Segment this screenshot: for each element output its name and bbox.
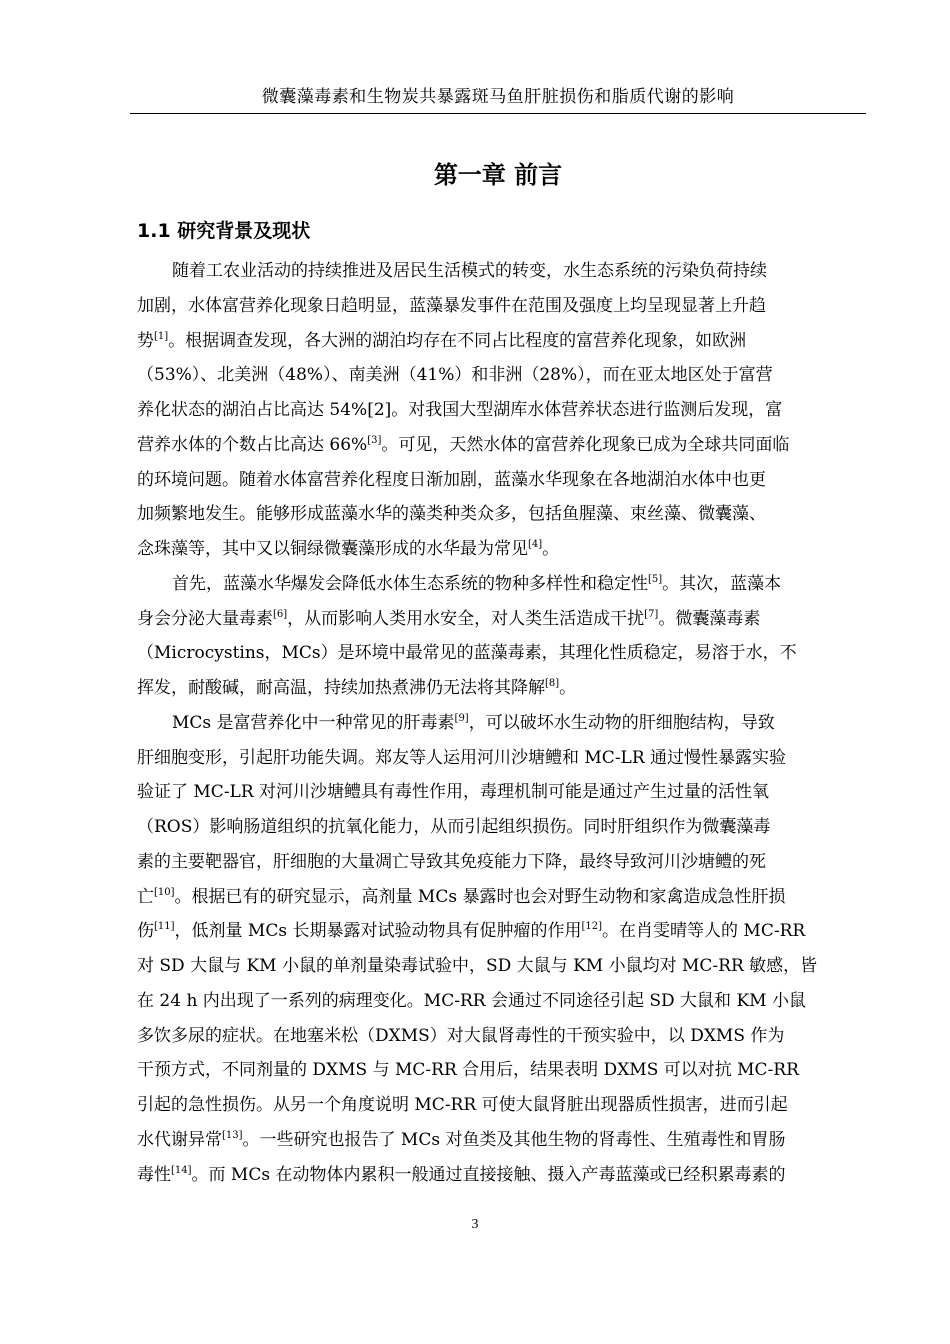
text-run: 亡 (137, 886, 154, 907)
text-run: ，从而影响人类用水安全，对人类生活造成干扰 (287, 608, 645, 629)
text-line (137, 358, 861, 393)
text-line (137, 706, 861, 741)
text-line (137, 984, 861, 1019)
text-run: （Microcystins，MCs）是环境中最常见的蓝藻毒素，其理化性质稳定，易溶于水，不 (137, 643, 797, 664)
text-line (137, 671, 861, 706)
text-run: 干预方式，不同剂量的 DXMS 与 MC-RR 合用后，结果表明 DXMS 可以对抗 MC-RR (137, 1060, 799, 1081)
text-line (137, 636, 861, 671)
text-run: 。其次，蓝藻本 (662, 573, 782, 594)
text-line (137, 393, 861, 428)
text-run: MCs 是富营养化中一种常见的肝毒素 (172, 712, 455, 733)
text-run: 首先，蓝藻水华爆发会降低水体生态系统的物种多样性和稳定性 (172, 573, 648, 594)
text-run: 在 24 h 内出现了一系列的病理变化。MC-RR 会通过不同途径引起 SD 大鼠和 KM 小鼠 (137, 990, 806, 1011)
citation-marker: [12] (581, 921, 603, 933)
text-run: 毒性 (137, 1164, 171, 1185)
text-run: 多饮多尿的症状。在地塞米松（DXMS）对大鼠肾毒性的干预实验中，以 DXMS 作为 (137, 1025, 785, 1046)
text-run: 素的主要靶器官，肝细胞的大量凋亡导致其免疫能力下降，最终导致河川沙塘鳢的死 (137, 851, 766, 872)
citation-marker: [1] (154, 330, 169, 342)
text-run: ，可以破坏水生动物的肝细胞结构，导致 (468, 712, 775, 733)
citation-marker: [8] (545, 678, 560, 689)
text-run: （ROS）影响肠道组织的抗氧化能力，从而引起组织损伤。同时肝组织作为微囊藻毒 (137, 817, 771, 837)
text-run: 水代谢异常 (137, 1129, 222, 1150)
text-run: 肝细胞变形，引起肝功能失调。郑友等人运用河川沙塘鳢和 MC-LR 通过慢性暴露实验 (137, 747, 787, 768)
text-run: 引起的急性损伤。从另一个角度说明 MC-RR 可使大鼠肾脏出现器质性损害，进而引起 (137, 1095, 788, 1115)
text-run: 。根据调查发现，各大洲的湖泊均存在不同占比程度的富营养化现象，如欧洲 (168, 330, 747, 351)
text-line (137, 1053, 861, 1088)
text-run: 加剧，水体富营养化现象日趋明显，蓝藻暴发事件在范围及强度上均呈现显著上升趋 (137, 295, 766, 316)
text-run: 对 SD 大鼠与 KM 小鼠的单剂量染毒试验中，SD 大鼠与 KM 小鼠均对 MC-RR 敏感，皆 (137, 956, 818, 976)
text-run: 挥发，耐酸碱，耐高温，持续加热煮沸仍无法将其降解 (137, 678, 545, 698)
chapter-title: 第一章 前言 (433, 161, 563, 189)
text-line (137, 428, 861, 463)
text-run: 随着工农业活动的持续推进及居民生活模式的转变，水生态系统的污染负荷持续 (172, 261, 767, 281)
text-run: 。在肖雯晴等人的 MC-RR (602, 921, 806, 942)
text-line (137, 324, 861, 359)
text-line (137, 810, 861, 845)
page-number: 3 (471, 1217, 479, 1232)
text-run: 。而 MCs 在动物体内累积一般通过直接接触、摄入产毒蓝藻或已经积累毒素的 (191, 1164, 786, 1185)
citation-marker: [4] (528, 539, 543, 550)
paragraph (137, 567, 861, 706)
text-run: 。微囊藻毒素 (658, 608, 761, 629)
text-line (137, 880, 861, 915)
paragraph (137, 706, 861, 1193)
text-run: 养化状态的湖泊占比高达 54%[2]。对我国大型湖库水体营养状态进行监测后发现，富 (137, 400, 783, 420)
text-line (137, 567, 861, 602)
text-line (137, 1088, 861, 1123)
citation-marker: [13] (222, 1129, 243, 1141)
citation-marker: [9] (454, 712, 469, 724)
citation-marker: [5] (648, 573, 663, 585)
running-header: 微囊藻毒素和生物炭共暴露斑马鱼肝脏损伤和脂质代谢的影响 (261, 87, 735, 107)
section-heading: 1.1 研究背景及现状 (137, 220, 311, 242)
text-run: 。根据已有的研究显示，高剂量 MCs 暴露时也会对野生动物和家禽造成急性肝损 (174, 886, 786, 907)
body-text (137, 254, 861, 1192)
text-run: ，低剂量 MCs 长期暴露对试验动物具有促肿瘤的作用 (174, 921, 582, 942)
text-run: 。 (559, 678, 577, 698)
text-line (137, 1123, 861, 1158)
text-line (137, 254, 861, 289)
text-run: （53%）、北美洲（48%）、南美洲（41%）和非洲（28%），而在亚太地区处于富营 (137, 365, 773, 386)
citation-marker: [10] (154, 886, 175, 898)
text-line (137, 463, 861, 498)
text-run: 。一些研究也报告了 MCs 对鱼类及其他生物的肾毒性、生殖毒性和胃肠 (242, 1129, 786, 1150)
header-rule (130, 113, 866, 114)
text-run: 的环境问题。随着水体富营养化程度日渐加剧，蓝藻水华现象在各地湖泊水体中也更 (137, 469, 766, 490)
text-line (137, 602, 861, 637)
text-line (137, 1158, 861, 1193)
text-run: 身会分泌大量毒素 (137, 608, 273, 629)
text-run: 。 (542, 539, 560, 559)
text-line (137, 497, 861, 532)
text-line (137, 289, 861, 324)
text-line (137, 914, 861, 949)
citation-marker: [14] (171, 1164, 192, 1176)
text-run: 念珠藻等，其中又以铜绿微囊藻形成的水华最为常见 (137, 539, 528, 559)
text-line (137, 532, 861, 567)
text-run: 验证了 MC-LR 对河川沙塘鳢具有毒性作用，毒理机制可能是通过产生过量的活性氧 (137, 782, 770, 803)
text-run: 加频繁地发生。能够形成蓝藻水华的藻类种类众多，包括鱼腥藻、束丝藻、微囊藻、 (137, 504, 766, 525)
citation-marker: [3] (367, 434, 382, 446)
text-line (137, 1019, 861, 1054)
text-line (137, 949, 861, 984)
text-run: 伤 (137, 921, 154, 942)
text-run: 势 (137, 330, 154, 351)
paragraph (137, 254, 861, 567)
text-run: 营养水体的个数占比高达 66% (137, 434, 368, 455)
text-line (137, 845, 861, 880)
citation-marker: [6] (273, 608, 288, 620)
citation-marker: [7] (644, 608, 659, 620)
text-run: 。可见，天然水体的富营养化现象已成为全球共同面临 (381, 434, 790, 455)
text-line (137, 741, 861, 776)
citation-marker: [11] (154, 921, 175, 933)
text-line (137, 775, 861, 810)
